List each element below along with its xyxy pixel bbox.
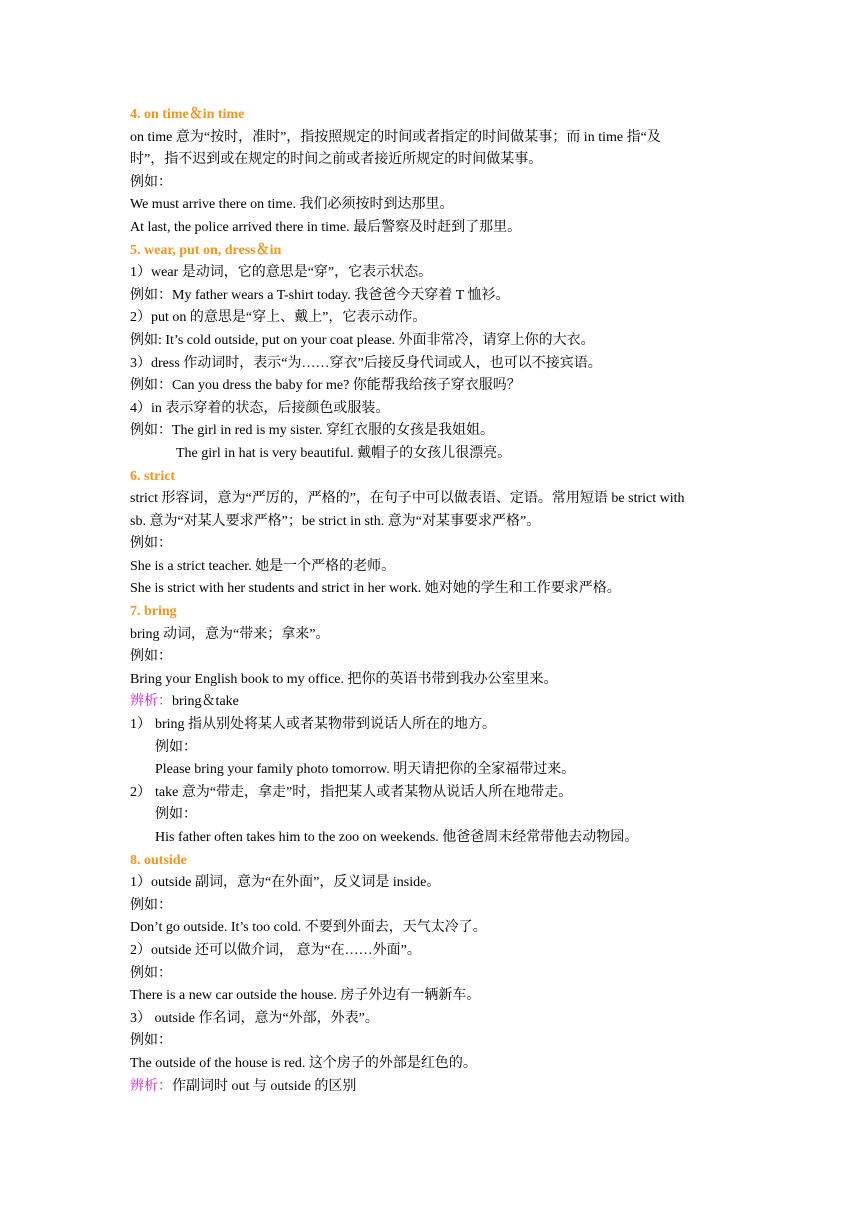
section-heading-bring: 7. bring xyxy=(130,604,177,620)
item-number: 2） xyxy=(130,784,151,800)
numbered-item xyxy=(130,782,740,805)
example-sentence: Don’t go outside. It’s too cold. 不要到外面去，天气太冷了。 xyxy=(130,920,487,936)
example-sentence: 例如: It’s cold outside, put on your coat please. 外面非常冷，请穿上你的大衣。 xyxy=(130,332,595,348)
example-sentence: The girl in hat is very beautiful. 戴帽子的女孩儿很漂亮。 xyxy=(176,445,512,461)
example-label: 例如： xyxy=(130,174,172,190)
example-label: 例如： xyxy=(155,739,197,755)
example-sentence: She is strict with her students and strict in her work. 她对她的学生和工作要求严格。 xyxy=(130,581,621,597)
example-sentence: His father often takes him to the zoo on weekends. 他爸爸周末经常带他去动物园。 xyxy=(155,830,639,845)
definition-line: strict 形容词，意为“严厉的，严格的”，在句子中可以做表语、定语。常用短语 be strict with xyxy=(130,491,685,507)
item-text: take 意为“带走，拿走”时，指把某人或者某物从说话人所在地带走。 xyxy=(155,784,573,800)
definition-line: 时”，指不迟到或在规定的时间之前或者接近所规定的时间做某事。 xyxy=(130,152,543,168)
usage-point: 1）outside 副词，意为“在外面”，反义词是 inside。 xyxy=(130,875,441,891)
definition-line: on time 意为“按时，准时”，指按照规定的时间或者指定的时间做某事；而 in time 指“及 xyxy=(130,129,661,145)
example-label: 例如： xyxy=(155,807,197,823)
example-label: 例如： xyxy=(130,1033,172,1049)
section-heading-wear-put-on-dress-in: 5. wear, put on, dress＆in xyxy=(130,242,282,258)
item-number: 1） xyxy=(130,717,151,733)
usage-point: 3）dress 作动词时，表示“为……穿衣”后接反身代词或人，也可以不接宾语。 xyxy=(130,355,602,371)
definition-line: bring 动词，意为“带来；拿来”。 xyxy=(130,626,330,642)
example-sentence: 例如：My father wears a T-shirt today. 我爸爸今天穿着 T 恤衫。 xyxy=(130,287,510,303)
example-label: 例如： xyxy=(130,965,172,981)
example-sentence: 例如：The girl in red is my sister. 穿红衣服的女孩是我姐姐。 xyxy=(130,423,494,439)
analysis-label: 辨析： xyxy=(130,694,172,710)
example-sentence: We must arrive there on time. 我们必须按时到达那里。 xyxy=(130,197,454,213)
analysis-line xyxy=(130,1076,740,1099)
section-heading-on-time-in-time: 4. on time＆in time xyxy=(130,107,245,122)
usage-point: 3） outside 作名词，意为“外部，外表”。 xyxy=(130,1010,379,1026)
example-sentence: Please bring your family photo tomorrow. 明天请把你的全家福带过来。 xyxy=(155,762,576,778)
example-label: 例如： xyxy=(130,897,172,913)
example-sentence: She is a strict teacher. 她是一个严格的老师。 xyxy=(130,558,396,574)
analysis-text: bring＆take xyxy=(172,694,239,710)
numbered-item xyxy=(130,714,740,737)
definition-line: sb. 意为“对某人要求严格”；be strict in sth. 意为“对某事要求严格”。 xyxy=(130,513,541,529)
example-label: 例如： xyxy=(130,536,172,552)
example-sentence: At last, the police arrived there in time. 最后警察及时赶到了那里。 xyxy=(130,219,522,235)
section-heading-outside: 8. outside xyxy=(130,852,187,868)
usage-point: 2）outside 还可以做介词， 意为“在……外面”。 xyxy=(130,942,421,958)
document-page xyxy=(130,104,740,1098)
example-sentence: 例如：Can you dress the baby for me? 你能帮我给孩子穿衣服吗？ xyxy=(130,378,521,394)
example-sentence: Bring your English book to my office. 把你的英语书带到我办公室里来。 xyxy=(130,671,558,687)
usage-point: 1）wear 是动词，它的意思是“穿”，它表示状态。 xyxy=(130,265,433,281)
example-sentence: There is a new car outside the house. 房子外边有一辆新车。 xyxy=(130,988,481,1004)
section-heading-strict: 6. strict xyxy=(130,468,176,484)
usage-point: 4）in 表示穿着的状态，后接颜色或服装。 xyxy=(130,400,390,416)
usage-point: 2）put on 的意思是“穿上、戴上”，它表示动作。 xyxy=(130,310,427,326)
example-sentence: The outside of the house is red. 这个房子的外部是红色的。 xyxy=(130,1055,477,1071)
example-label: 例如： xyxy=(130,649,172,665)
analysis-line xyxy=(130,691,740,714)
item-text: bring 指从别处将某人或者某物带到说话人所在的地方。 xyxy=(155,717,497,733)
analysis-label: 辨析： xyxy=(130,1078,172,1094)
analysis-text: 作副词时 out 与 outside 的区别 xyxy=(172,1078,357,1094)
